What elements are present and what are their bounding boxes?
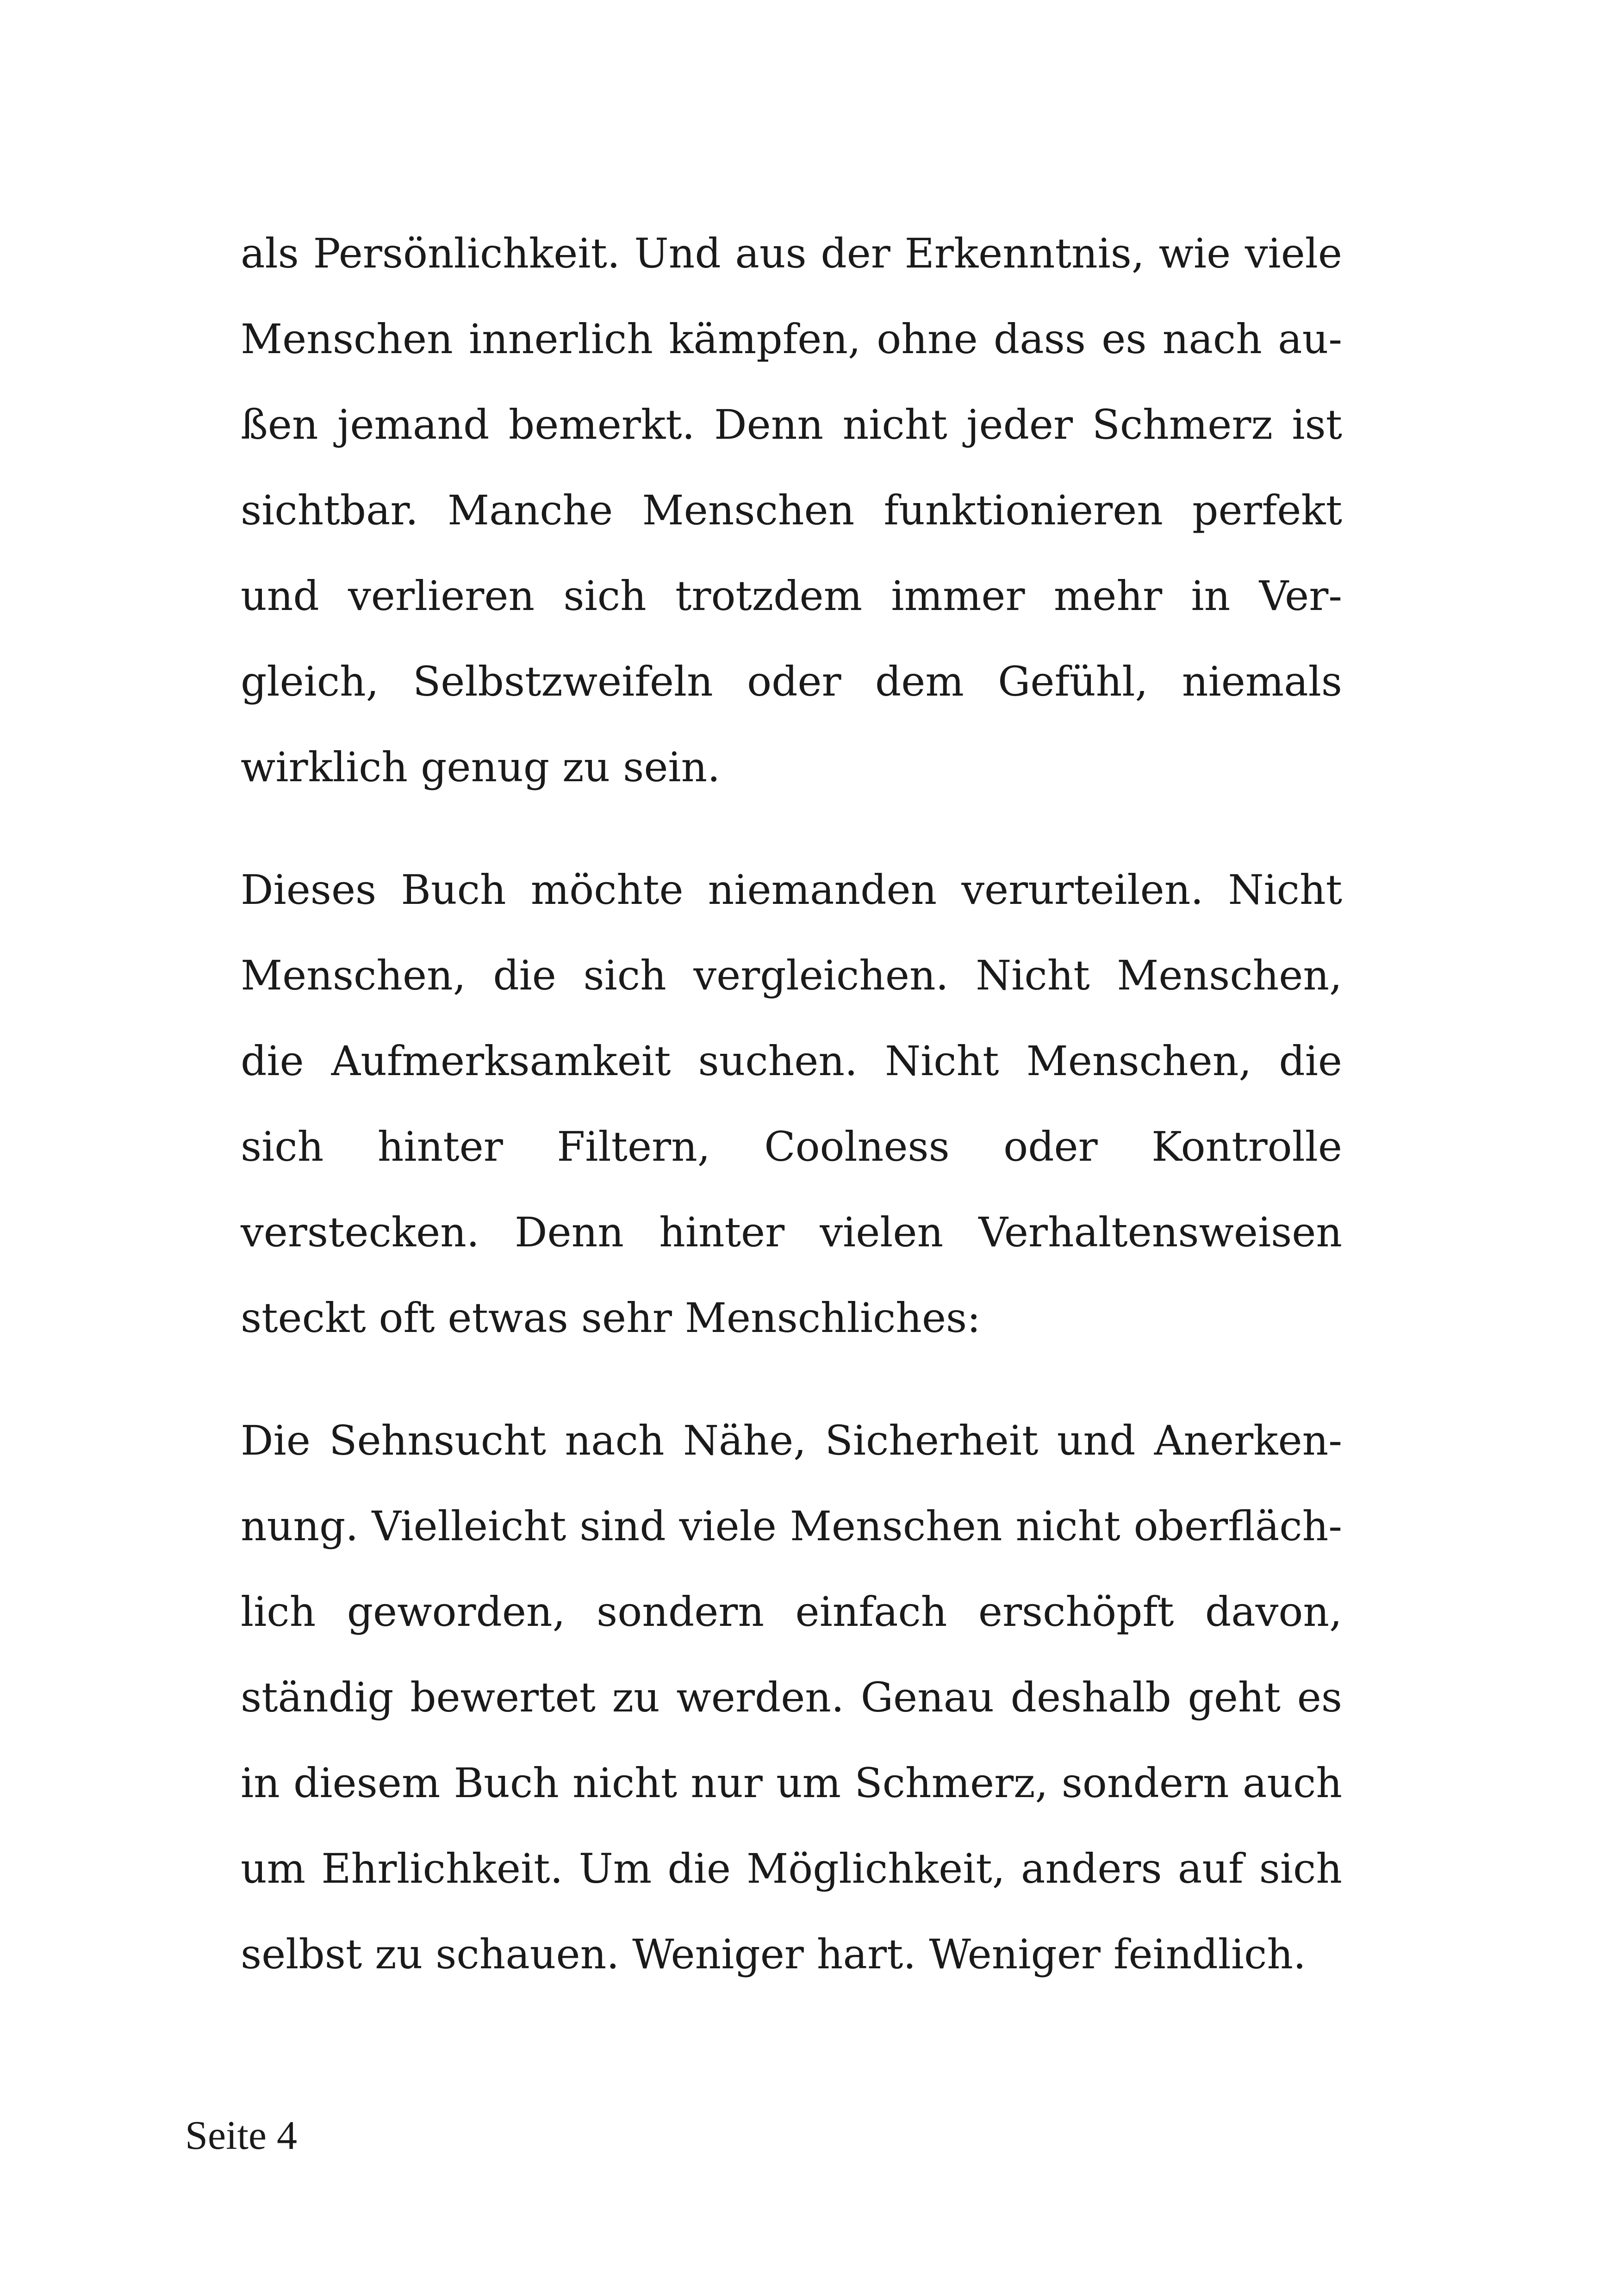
paragraph-3: Die Sehnsucht nach Nähe, Sicherheit und Anerkennung. Vielleicht sind viele Menschen nicht oberflächlich geworden, sondern einfach erschöpft davon, ständig bewertet zu werden. Genau deshalb geht es in diesem Buch nicht nur um Schmerz, sondern auch um Ehrlichkeit. Um die Möglichkeit, anders auf sich selbst zu schauen. Weniger hart. Weniger feindlich. [241,1417,1342,1978]
page-number: Seite 4 [185,2113,297,2158]
paragraph-1: als Persönlichkeit. Und aus der Erkenntnis, wie viele Menschen innerlich kämpfen, ohne dass es nach außen jemand bemerkt. Denn nicht jeder Schmerz ist sichtbar. Manche Menschen funktionieren perfekt und verlieren sich trotzdem immer mehr in Vergleich, Selbstzweifeln oder dem Gefühl, niemals wirklich genug zu sein. [241,230,1342,791]
paragraph-2: Dieses Buch möchte niemanden verurteilen. Nicht Menschen, die sich vergleichen. Nicht Menschen, die Aufmerksamkeit suchen. Nicht Menschen, die sich hinter Filtern, Coolness oder Kontrolle verstecken. Denn hinter vielen Verhaltensweisen steckt oft etwas sehr Menschliches: [241,866,1342,1342]
body-text [241,211,1342,2034]
